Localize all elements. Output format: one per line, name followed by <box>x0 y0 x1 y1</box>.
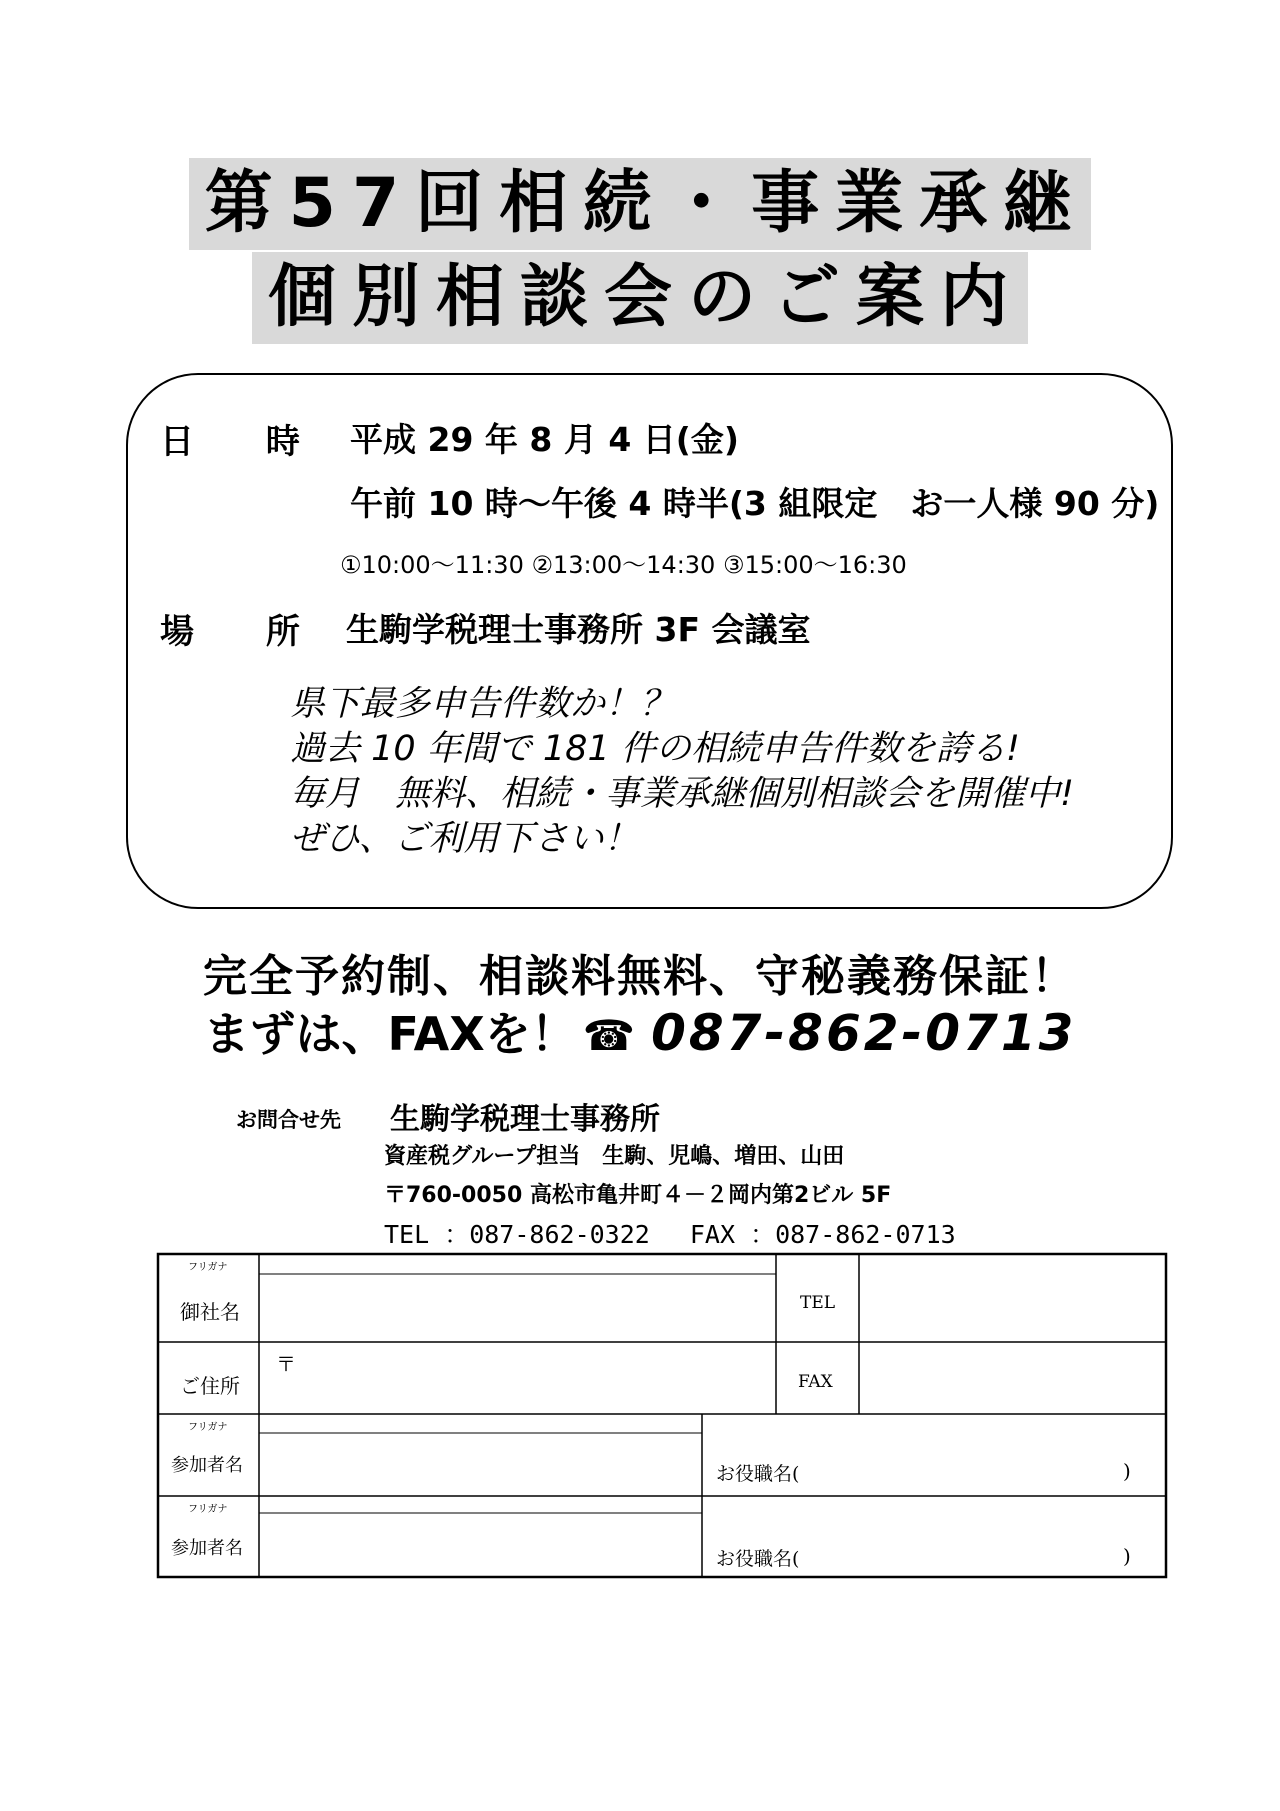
title-text-2: 個別相談会のご案内 <box>252 252 1028 344</box>
furigana-label-participant-1: フリガナ <box>188 1422 228 1433</box>
participant-1-field[interactable] <box>262 1436 698 1493</box>
company-label: 御社名 <box>180 1300 240 1324</box>
postal-mark: 〒 <box>276 1352 296 1376</box>
office-address: 〒760-0050 高松市亀井町４－２岡内第2ビル 5F <box>384 1183 892 1208</box>
furigana-label-company: フリガナ <box>188 1262 228 1273</box>
office-phones: TEL ：087-862-0322 FAX ：087-862-0713 <box>384 1220 956 1249</box>
reservation-notice: 完全予約制、相談料無料、守秘義務保証！ <box>203 951 1077 1002</box>
address-field[interactable] <box>262 1345 772 1411</box>
position-1-field[interactable] <box>820 1450 1116 1490</box>
fax-number: 087-862-0713 <box>651 1004 1077 1062</box>
participant-1-label: 参加者名 <box>171 1455 243 1476</box>
time-slots: ①10:00～11:30 ②13:00～14:30 ③15:00～16:30 <box>340 551 907 579</box>
position-1-label: お役職名( <box>716 1463 800 1485</box>
tel-field[interactable] <box>862 1258 1162 1340</box>
date-value: 平成 29 年 8 月 4 日(金) <box>350 420 739 459</box>
title-text-1: 第57回相続・事業承継 <box>189 158 1092 250</box>
fax-field[interactable] <box>862 1345 1162 1411</box>
address-label: ご住所 <box>180 1374 240 1398</box>
fax-cta-text: まずは、FAXを！ <box>203 1007 577 1061</box>
place-value: 生駒学税理士事務所 3F 会議室 <box>346 610 811 649</box>
telephone-icon: ☎ <box>582 1011 636 1060</box>
position-1-close: ) <box>1123 1459 1131 1483</box>
time-value: 午前 10 時～午後 4 時半(3 組限定 お一人様 90 分) <box>350 484 1160 523</box>
contact-label: お問合せ先 <box>236 1108 341 1132</box>
date-label: 日 時 <box>160 422 330 462</box>
promo-line-2: 過去 10 年間で 181 件の相続申告件数を誇る! <box>290 729 1020 769</box>
position-2-label: お役職名( <box>716 1548 800 1570</box>
participant-2-field[interactable] <box>262 1516 698 1574</box>
place-label: 場 所 <box>160 612 330 652</box>
office-name: 生駒学税理士事務所 <box>390 1102 660 1137</box>
fax-label: FAX <box>798 1372 833 1392</box>
company-field[interactable] <box>262 1276 772 1338</box>
tel-label: TEL <box>800 1293 836 1313</box>
staff-names: 資産税グループ担当 生駒、児嶋、増田、山田 <box>384 1144 845 1169</box>
participant-2-label: 参加者名 <box>171 1538 243 1559</box>
promo-line-1: 県下最多申告件数か！？ <box>290 684 676 724</box>
furigana-label-participant-2: フリガナ <box>188 1504 228 1515</box>
promo-line-4: ぜひ、ご利用下さい！ <box>290 819 639 859</box>
position-2-close: ) <box>1123 1544 1131 1568</box>
position-2-field[interactable] <box>820 1534 1116 1574</box>
promo-line-3: 毎月 無料、相続・事業承継個別相談会を開催中! <box>290 774 1075 814</box>
